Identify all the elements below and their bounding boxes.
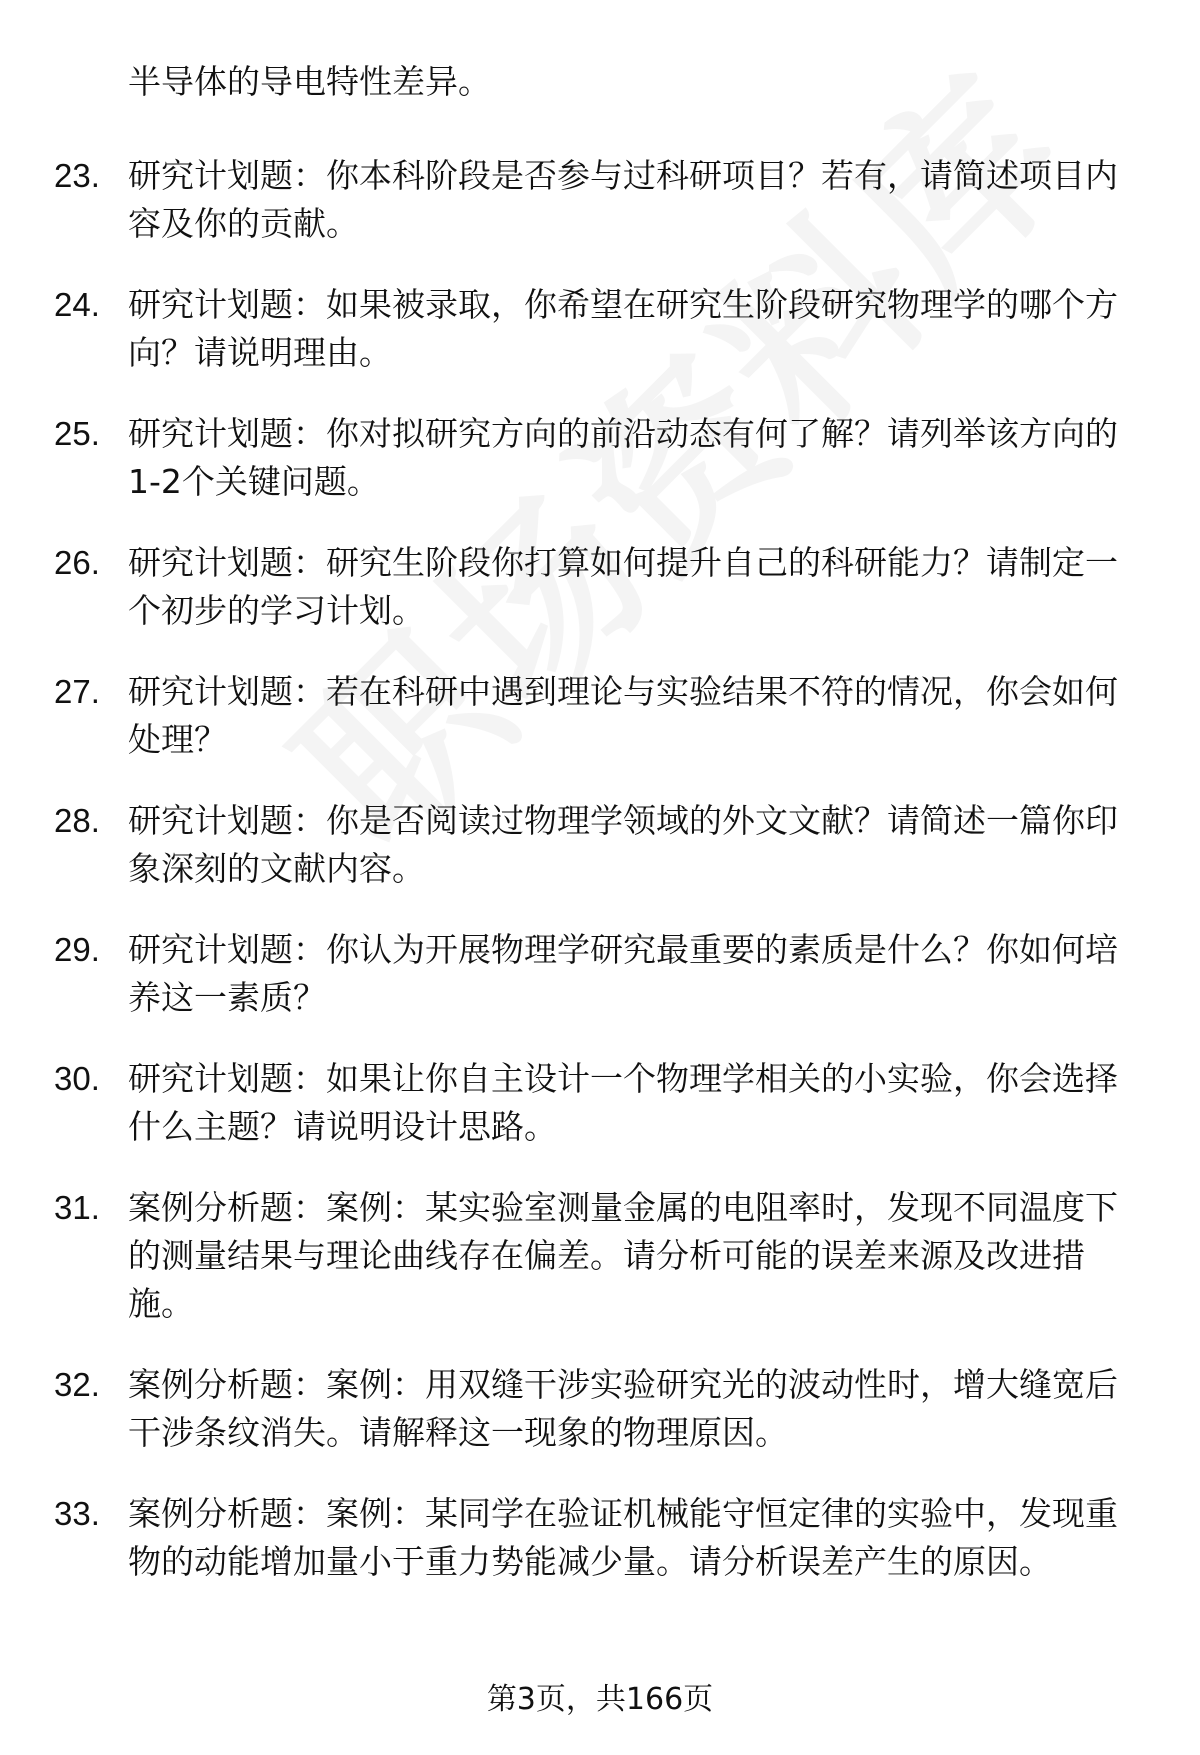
question-number: 28. xyxy=(54,802,100,839)
question-number: 30. xyxy=(54,1060,100,1097)
question-number: 25. xyxy=(54,415,100,452)
question-text: 研究计划题：如果让你自主设计一个物理学相关的小实验，你会选择什么主题？请说明设计思路。 xyxy=(128,1059,1118,1146)
question-text: 研究计划题：若在科研中遇到理论与实验结果不符的情况，你会如何处理？ xyxy=(128,672,1118,759)
question-item xyxy=(0,926,1200,1022)
question-number: 26. xyxy=(54,544,100,581)
question-item xyxy=(0,410,1200,506)
question-number: 32. xyxy=(54,1366,100,1403)
question-list xyxy=(0,152,1200,1619)
question-item xyxy=(0,152,1200,248)
question-number: 31. xyxy=(54,1189,100,1226)
question-number: 33. xyxy=(54,1495,100,1532)
question-text: 研究计划题：如果被录取，你希望在研究生阶段研究物理学的哪个方向？请说明理由。 xyxy=(128,285,1118,372)
question-item xyxy=(0,668,1200,764)
question-text: 研究计划题：你对拟研究方向的前沿动态有何了解？请列举该方向的1-2个关键问题。 xyxy=(128,414,1118,501)
question-number: 24. xyxy=(54,286,100,323)
page-footer: 第3页，共166页 xyxy=(486,1682,714,1717)
question-item xyxy=(0,539,1200,635)
question-item xyxy=(0,1055,1200,1151)
continued-paragraph: 半导体的导电特性差异。 xyxy=(128,62,491,101)
question-text: 案例分析题：案例：某实验室测量金属的电阻率时，发现不同温度下的测量结果与理论曲线存在偏差。请分析可能的误差来源及改进措施。 xyxy=(128,1188,1118,1323)
question-number: 27. xyxy=(54,673,100,710)
question-item xyxy=(0,281,1200,377)
question-number: 23. xyxy=(54,157,100,194)
question-text: 案例分析题：案例：用双缝干涉实验研究光的波动性时，增大缝宽后干涉条纹消失。请解释这一现象的物理原因。 xyxy=(128,1365,1118,1452)
question-text: 研究计划题：你本科阶段是否参与过科研项目？若有，请简述项目内容及你的贡献。 xyxy=(128,156,1118,243)
question-item xyxy=(0,797,1200,893)
question-text: 研究计划题：你认为开展物理学研究最重要的素质是什么？你如何培养这一素质？ xyxy=(128,930,1118,1017)
question-text: 研究计划题：你是否阅读过物理学领域的外文文献？请简述一篇你印象深刻的文献内容。 xyxy=(128,801,1118,888)
question-text: 研究计划题：研究生阶段你打算如何提升自己的科研能力？请制定一个初步的学习计划。 xyxy=(128,543,1118,630)
question-item xyxy=(0,1184,1200,1328)
question-item xyxy=(0,1361,1200,1457)
question-item xyxy=(0,1490,1200,1586)
question-text: 案例分析题：案例：某同学在验证机械能守恒定律的实验中，发现重物的动能增加量小于重力势能减少量。请分析误差产生的原因。 xyxy=(128,1494,1118,1581)
question-number: 29. xyxy=(54,931,100,968)
